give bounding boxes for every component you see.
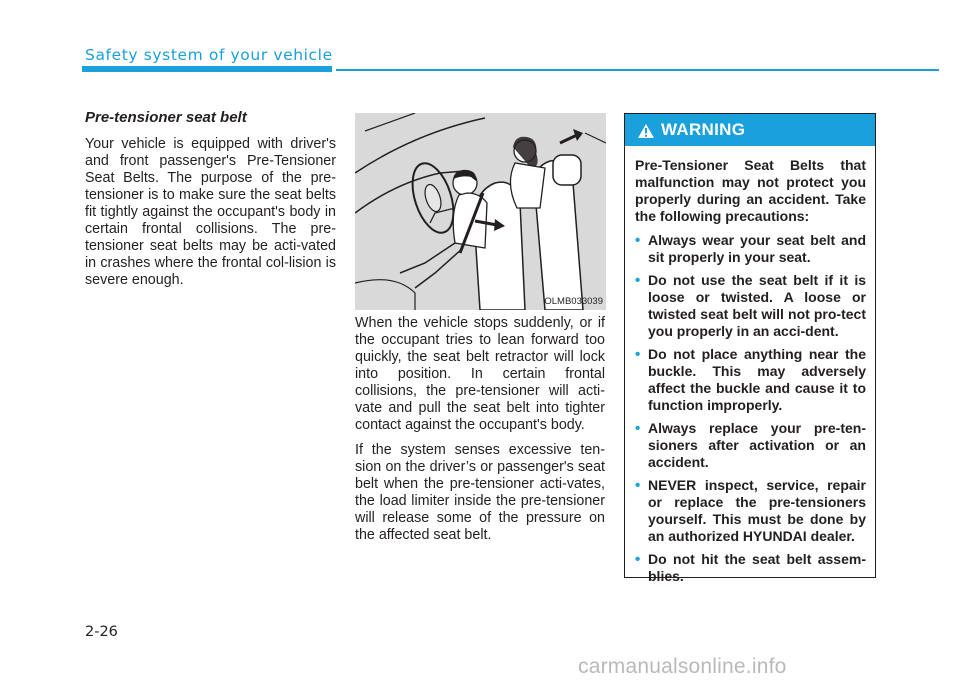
paragraph-retractor: When the vehicle stops suddenly, or if the occupant tries to lean forward too quickly, the seat belt retractor will lock into position. In certain frontal collisions, the pre-tensioner will acti-vate and pull the seat belt into tighter contact against the occupant's body. <box>355 315 605 433</box>
list-item: • Do not use the seat belt if it is loose or twisted. A loose or twisted seat belt will not pro-tect you properly in an acci-dent. <box>635 272 866 339</box>
warning-body <box>625 146 875 585</box>
list-item: • Do not place anything near the buckle. This may adversely affect the buckle and cause it to function improperly. <box>635 346 866 413</box>
section-header: Safety system of your vehicle <box>85 46 333 64</box>
warning-list <box>635 232 866 585</box>
bullet-icon: • <box>635 272 641 289</box>
text-column-middle <box>355 315 605 552</box>
list-item: • NEVER inspect, service, repair or replace the pre-tensioners yourself. This must be done by an authorized HYUNDAI dealer. <box>635 477 866 544</box>
list-item: • Always wear your seat belt and sit properly in your seat. <box>635 232 866 265</box>
watermark-text: carmanualsonline.info <box>578 655 787 678</box>
bullet-icon: • <box>635 346 641 363</box>
figure-caption: OLMB033039 <box>544 296 603 307</box>
page-title: Pre-tensioner seat belt <box>85 109 247 126</box>
bullet-icon: • <box>635 232 641 249</box>
list-item: • Always replace your pre-ten-sioners after activation or an accident. <box>635 420 866 470</box>
bullet-icon: • <box>635 551 641 568</box>
pretensioner-illustration <box>355 113 606 310</box>
header-accent-bar <box>82 66 332 72</box>
page-number: 2-26 <box>85 624 118 640</box>
bullet-icon: • <box>635 420 641 437</box>
paragraph-load-limiter: If the system senses excessive ten-sion on the driver’s or passenger's seat belt when the pre-tensioner acti-vates, the load limiter inside the pre-tensioner will release some of the pressure on the affected seat belt. <box>355 442 605 543</box>
list-item: • Do not hit the seat belt assem-blies. <box>635 551 866 584</box>
warning-triangle-icon <box>638 123 654 137</box>
warning-box <box>624 113 876 584</box>
header-rule <box>336 69 939 71</box>
warning-header <box>625 114 875 146</box>
paragraph-intro: Your vehicle is equipped with driver's and front passenger's Pre-Tensioner Seat Belts. The purpose of the pre-tensioner is to make sure the seat belts fit tightly against the occupant's body in certain frontal collisions. The pre-tensioner seat belts may be acti-vated in crashes where the frontal col-lision is severe enough. <box>85 136 336 288</box>
text-column-left <box>85 136 336 297</box>
warning-title: WARNING <box>661 120 746 139</box>
bullet-icon: • <box>635 477 641 494</box>
occupants-illustration-image <box>355 113 606 310</box>
warning-intro: Pre-Tensioner Seat Belts that malfunction may not protect you properly during an accident. Take the following precautions: <box>635 157 866 224</box>
